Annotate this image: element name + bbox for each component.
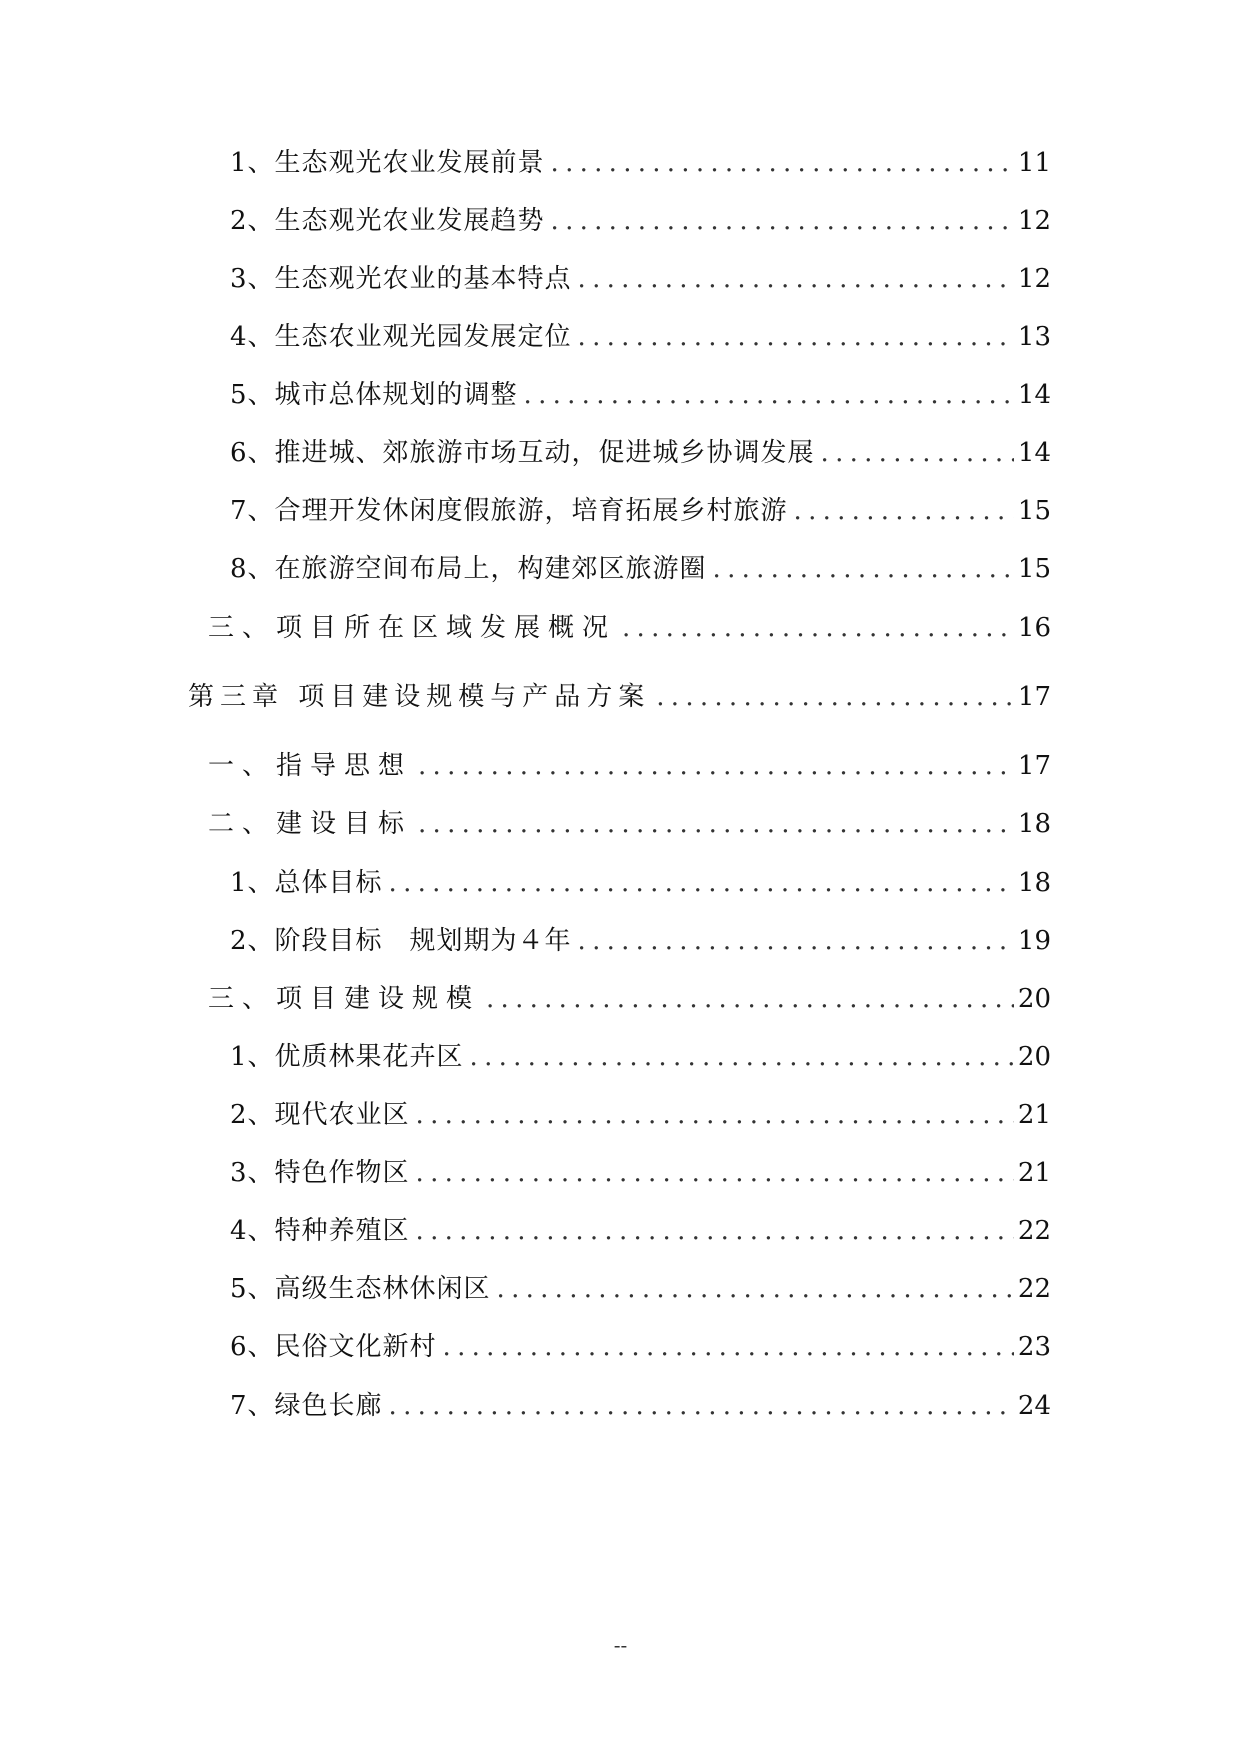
toc-page-number: 18 (1017, 868, 1051, 898)
dot-leader (713, 552, 1014, 586)
toc-page-number: 17 (1017, 751, 1051, 781)
toc-page-number: 23 (1017, 1332, 1051, 1362)
dot-leader (389, 1389, 1014, 1423)
toc-entry-label: 7、合理开发休闲度假旅游，培育拓展乡村旅游 (230, 496, 788, 526)
toc-page-number: 15 (1017, 554, 1051, 584)
toc-entry[interactable] (230, 1098, 1051, 1132)
toc-entry-label: 二、建设目标 (208, 809, 413, 839)
toc-page-number: 12 (1017, 206, 1051, 236)
toc-page-number: 19 (1017, 926, 1051, 956)
toc-entry-label: 6、民俗文化新村 (230, 1332, 437, 1362)
toc-entry-label: 第三章 项目建设规模与产品方案 (188, 682, 651, 712)
dot-leader (418, 749, 1014, 783)
toc-page-number: 11 (1017, 148, 1051, 178)
toc-entry[interactable] (230, 552, 1051, 586)
toc-entry[interactable] (230, 1330, 1051, 1364)
toc-entry-label: 2、现代农业区 (230, 1100, 410, 1130)
toc-entry-label: 4、特种养殖区 (230, 1216, 410, 1246)
toc-page-number: 22 (1017, 1216, 1051, 1246)
toc-section-entry[interactable] (208, 749, 1051, 783)
toc-entry-label: 一、指导思想 (208, 751, 413, 781)
toc-entry[interactable] (230, 320, 1051, 354)
toc-entry-label: 3、特色作物区 (230, 1158, 410, 1188)
toc-entry[interactable] (230, 146, 1051, 180)
toc-page-number: 14 (1017, 438, 1051, 468)
toc-entry-label: 2、生态观光农业发展趋势 (230, 206, 545, 236)
toc-entry[interactable] (230, 866, 1051, 900)
toc-page-number: 18 (1017, 809, 1051, 839)
toc-entry[interactable] (230, 1272, 1051, 1306)
dot-leader (389, 866, 1014, 900)
toc-chapter-entry[interactable] (188, 680, 1051, 714)
toc-entry-label: 三、项目建设规模 (208, 984, 481, 1014)
toc-entry[interactable] (230, 924, 1051, 958)
toc-page-number: 21 (1017, 1100, 1051, 1130)
dot-leader (418, 807, 1014, 841)
dot-leader (470, 1040, 1014, 1074)
toc-entry-label: 6、推进城、郊旅游市场互动，促进城乡协调发展 (230, 438, 815, 468)
toc-entry[interactable] (230, 1156, 1051, 1190)
dot-leader (551, 204, 1014, 238)
toc-page-number: 24 (1017, 1391, 1051, 1421)
toc-page-number: 22 (1017, 1274, 1051, 1304)
dot-leader (578, 262, 1014, 296)
toc-page-number: 12 (1017, 264, 1051, 294)
toc-page-number: 20 (1017, 984, 1051, 1014)
toc-entry[interactable] (230, 1040, 1051, 1074)
toc-entry-label: 4、生态农业观光园发展定位 (230, 322, 572, 352)
toc-page-number: 13 (1017, 322, 1051, 352)
toc-entry[interactable] (230, 436, 1051, 470)
toc-entry[interactable] (230, 494, 1051, 528)
toc-page-number: 15 (1017, 496, 1051, 526)
toc-entry-label: 7、绿色长廊 (230, 1391, 383, 1421)
toc-page-number: 14 (1017, 380, 1051, 410)
page-footer: -- (613, 1633, 628, 1657)
dot-leader (821, 436, 1014, 470)
toc-entry[interactable] (230, 204, 1051, 238)
toc-section-entry[interactable] (208, 807, 1051, 841)
toc-entry[interactable] (230, 378, 1051, 412)
toc-page-number: 21 (1017, 1158, 1051, 1188)
toc-entry-label: 三、项目所在区域发展概况 (208, 613, 617, 643)
dot-leader (524, 378, 1014, 412)
toc-entry-label: 5、城市总体规划的调整 (230, 380, 518, 410)
toc-entry-label: 2、阶段目标 规划期为４年 (230, 926, 572, 956)
toc-entry-label: 3、生态观光农业的基本特点 (230, 264, 572, 294)
dot-leader (443, 1330, 1014, 1364)
toc-page-number: 16 (1017, 613, 1051, 643)
toc-entry[interactable] (230, 1389, 1051, 1423)
dot-leader (416, 1156, 1014, 1190)
toc-entry[interactable] (230, 1214, 1051, 1248)
dot-leader (622, 611, 1014, 645)
dot-leader (416, 1098, 1014, 1132)
toc-entry-label: 1、生态观光农业发展前景 (230, 148, 545, 178)
dot-leader (794, 494, 1014, 528)
toc-entry[interactable] (230, 262, 1051, 296)
toc-page-number: 20 (1017, 1042, 1051, 1072)
dot-leader (578, 924, 1014, 958)
toc-entry-label: 5、高级生态林休闲区 (230, 1274, 491, 1304)
toc-entry-label: 1、优质林果花卉区 (230, 1042, 464, 1072)
toc-page-number: 17 (1017, 682, 1051, 712)
dot-leader (656, 680, 1014, 714)
dot-leader (578, 320, 1014, 354)
toc-entry-label: 8、在旅游空间布局上，构建郊区旅游圈 (230, 554, 707, 584)
toc-section-entry[interactable] (208, 611, 1051, 645)
dot-leader (416, 1214, 1014, 1248)
dot-leader (551, 146, 1014, 180)
toc-entry-label: 1、总体目标 (230, 868, 383, 898)
dot-leader (497, 1272, 1014, 1306)
dot-leader (486, 982, 1014, 1016)
toc-section-entry[interactable] (208, 982, 1051, 1016)
